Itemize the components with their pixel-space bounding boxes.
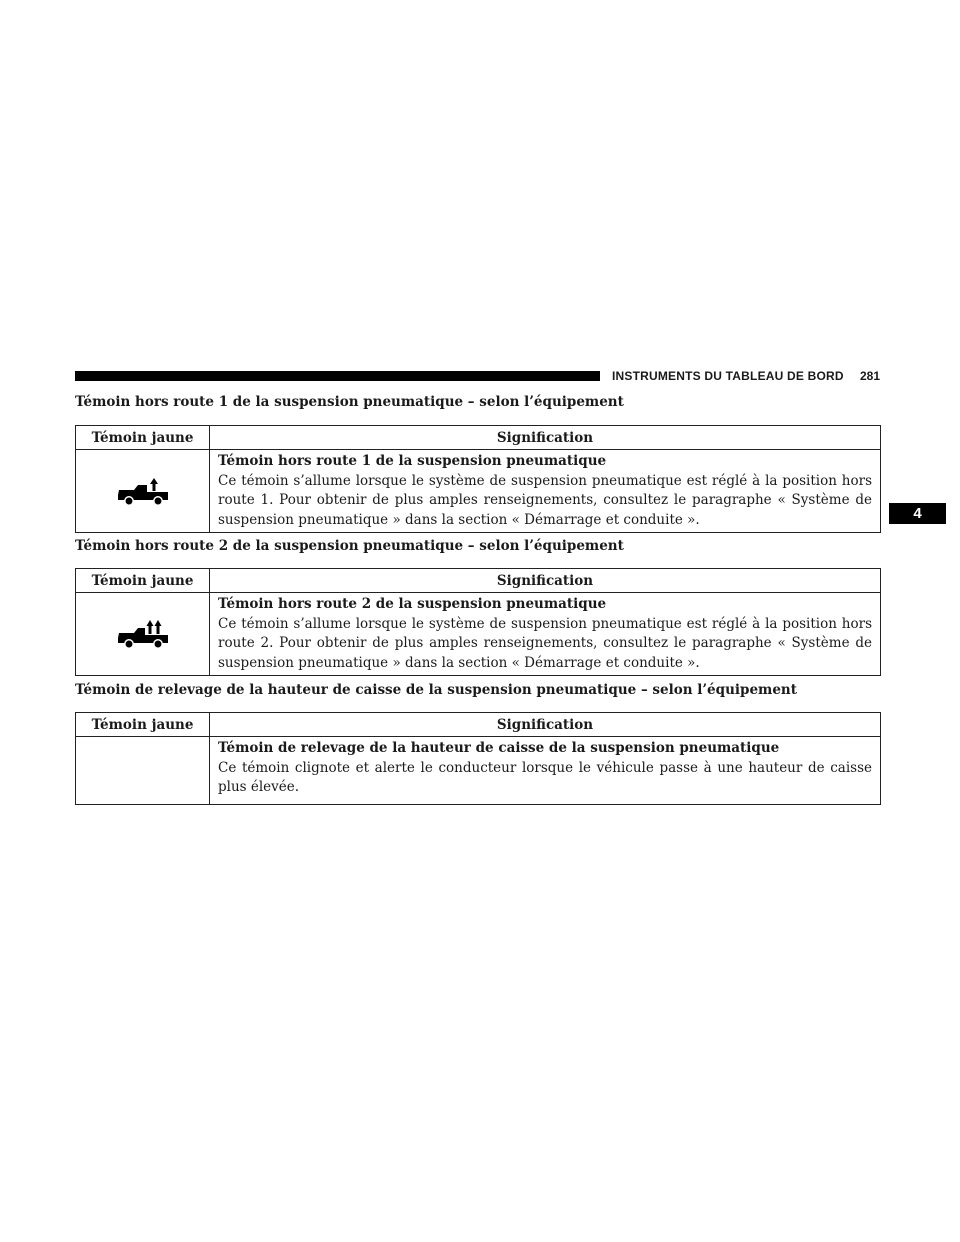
section-heading-offroad-1: Témoin hors route 1 de la suspension pneumatique – selon l’équipement bbox=[75, 394, 624, 410]
table-row bbox=[76, 450, 881, 533]
truck-double-up-arrow-icon bbox=[116, 617, 170, 651]
section-heading-ride-height: Témoin de relevage de la hauteur de caisse de la suspension pneumatique – selon l’équipement bbox=[75, 682, 797, 698]
row-description: Ce témoin clignote et alerte le conducteur lorsque le véhicule passe à une hauteur de caisse plus élevée. bbox=[218, 759, 872, 795]
table-header-row bbox=[76, 569, 881, 593]
meaning-cell bbox=[210, 450, 881, 533]
column-header-meaning: Signification bbox=[210, 713, 881, 737]
icon-cell bbox=[76, 450, 210, 533]
table-offroad-2 bbox=[75, 568, 881, 676]
column-header-meaning: Signification bbox=[210, 569, 881, 593]
row-title: Témoin hors route 2 de la suspension pneumatique bbox=[218, 596, 607, 612]
row-title: Témoin hors route 1 de la suspension pneumatique bbox=[218, 453, 607, 469]
table-ride-height bbox=[75, 712, 881, 805]
section-heading-offroad-2: Témoin hors route 2 de la suspension pneumatique – selon l’équipement bbox=[75, 538, 624, 554]
row-title: Témoin de relevage de la hauteur de caisse de la suspension pneumatique bbox=[218, 740, 780, 756]
meaning-cell bbox=[210, 737, 881, 805]
row-description: Ce témoin s’allume lorsque le système de suspension pneumatique est réglé à la position hors route 1. Pour obtenir de plus amples renseignements, consultez le paragraphe « Système de suspension pneumatique » dans la section « Démarrage et conduite ». bbox=[218, 472, 872, 528]
table-header-row bbox=[76, 426, 881, 450]
table-header-row bbox=[76, 713, 881, 737]
column-header-icon: Témoin jaune bbox=[76, 426, 210, 450]
column-header-icon: Témoin jaune bbox=[76, 569, 210, 593]
truck-single-up-arrow-icon bbox=[116, 474, 170, 508]
chapter-tab: 4 bbox=[889, 503, 946, 524]
column-header-icon: Témoin jaune bbox=[76, 713, 210, 737]
page-number: 281 bbox=[860, 369, 881, 383]
table-row bbox=[76, 593, 881, 676]
icon-cell bbox=[76, 737, 210, 805]
table-offroad-1 bbox=[75, 425, 881, 533]
table-row bbox=[76, 737, 881, 805]
meaning-cell bbox=[210, 593, 881, 676]
running-header-title: INSTRUMENTS DU TABLEAU DE BORD bbox=[612, 369, 844, 383]
row-description: Ce témoin s’allume lorsque le système de suspension pneumatique est réglé à la position hors route 2. Pour obtenir de plus amples renseignements, consultez le paragraphe « Système de suspension pneumatique » dans la section « Démarrage et conduite ». bbox=[218, 615, 872, 671]
column-header-meaning: Signification bbox=[210, 426, 881, 450]
header-rule bbox=[75, 371, 600, 381]
icon-cell bbox=[76, 593, 210, 676]
